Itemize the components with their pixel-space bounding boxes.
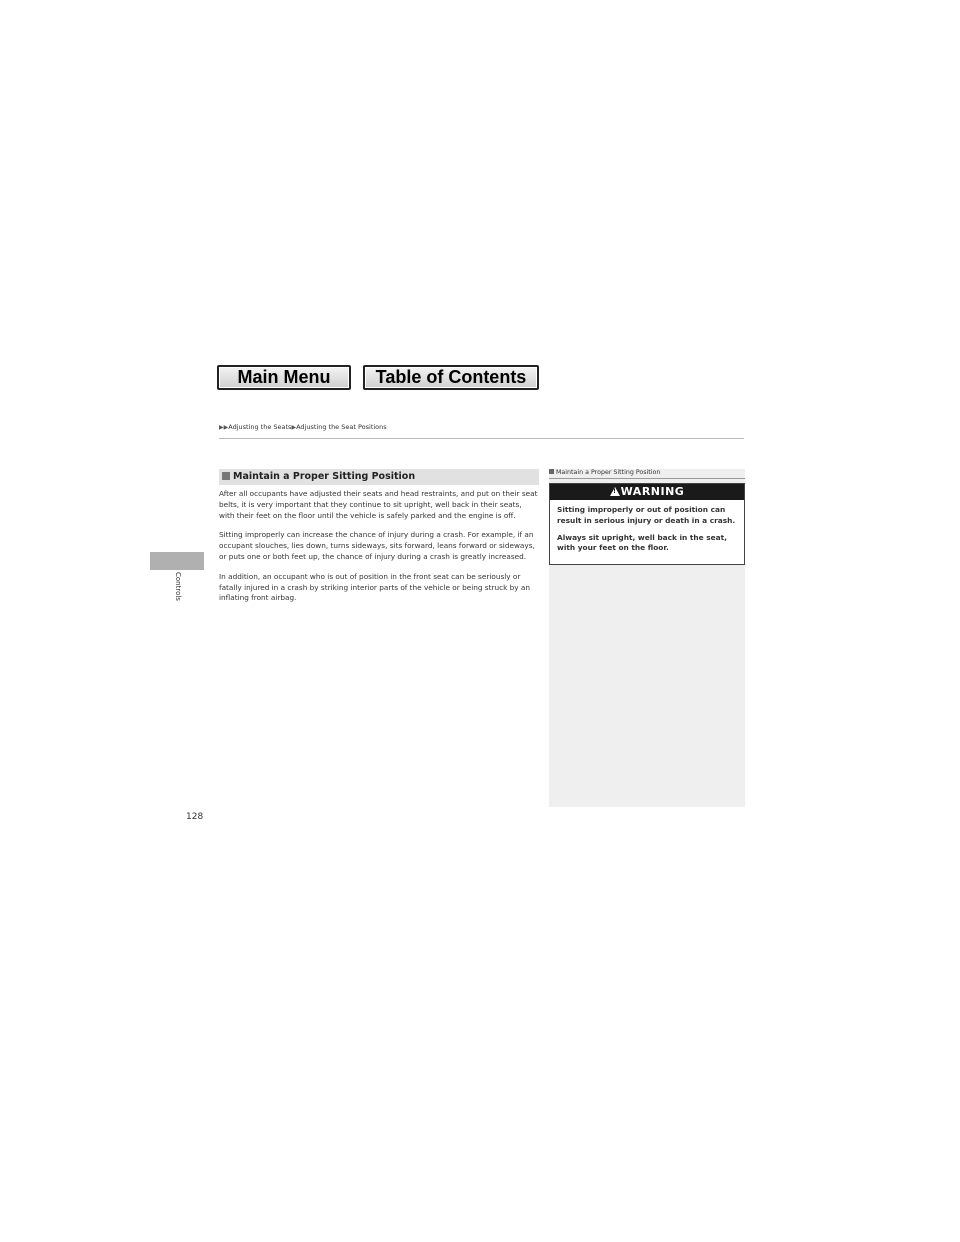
breadcrumb-arrow-icon: ▶ <box>291 424 297 431</box>
body-paragraph: After all occupants have adjusted their seats and head restraints, and put on their seat belts, it is very important that they continue to sit upright, well back in their seats, with their feet on the floor until the vehicle is safely parked and the engine is off. <box>219 489 538 520</box>
warning-triangle-icon <box>610 487 620 496</box>
note-marker-icon <box>549 469 554 474</box>
section-title: Maintain a Proper Sitting Position <box>233 471 416 482</box>
breadcrumb-arrow-icon: ▶▶ <box>219 424 229 431</box>
breadcrumb <box>219 423 387 431</box>
section-heading <box>219 469 539 485</box>
sidebar-divider <box>549 478 745 479</box>
sidebar-title <box>549 469 745 476</box>
breadcrumb-item[interactable]: Adjusting the Seats <box>228 423 292 431</box>
page-number: 128 <box>186 812 204 822</box>
warning-header <box>550 484 744 500</box>
body-paragraph: In addition, an occupant who is out of position in the front seat can be seriously or fatally injured in a crash by striking interior parts of the vehicle or being struck by an inflating front airbag. <box>219 571 531 603</box>
section-square-icon <box>222 472 230 480</box>
main-menu-button[interactable]: Main Menu <box>217 365 351 390</box>
sidebar-title-text[interactable]: Maintain a Proper Sitting Position <box>556 469 661 476</box>
header-divider <box>219 438 744 439</box>
section-body <box>219 489 539 613</box>
breadcrumb-item[interactable]: Adjusting the Seat Positions <box>296 423 387 431</box>
body-paragraph: Sitting improperly can increase the chance of injury during a crash. For example, if an occupant slouches, lies down, turns sideways, sits forward, leans forward or sideways, or puts one or both feet up, the chance of injury during a crash is greatly increased. <box>219 530 535 561</box>
warning-box <box>549 483 745 565</box>
chapter-tab <box>150 552 204 570</box>
warning-paragraph: Always sit upright, well back in the seat, with your feet on the floor. <box>557 532 727 553</box>
warning-paragraph: Sitting improperly or out of position can result in serious injury or death in a crash. <box>557 505 736 525</box>
chapter-label: Controls <box>174 572 182 601</box>
warning-body <box>550 500 744 554</box>
warning-heading: WARNING <box>620 485 685 498</box>
table-of-contents-button[interactable]: Table of Contents <box>363 365 539 390</box>
